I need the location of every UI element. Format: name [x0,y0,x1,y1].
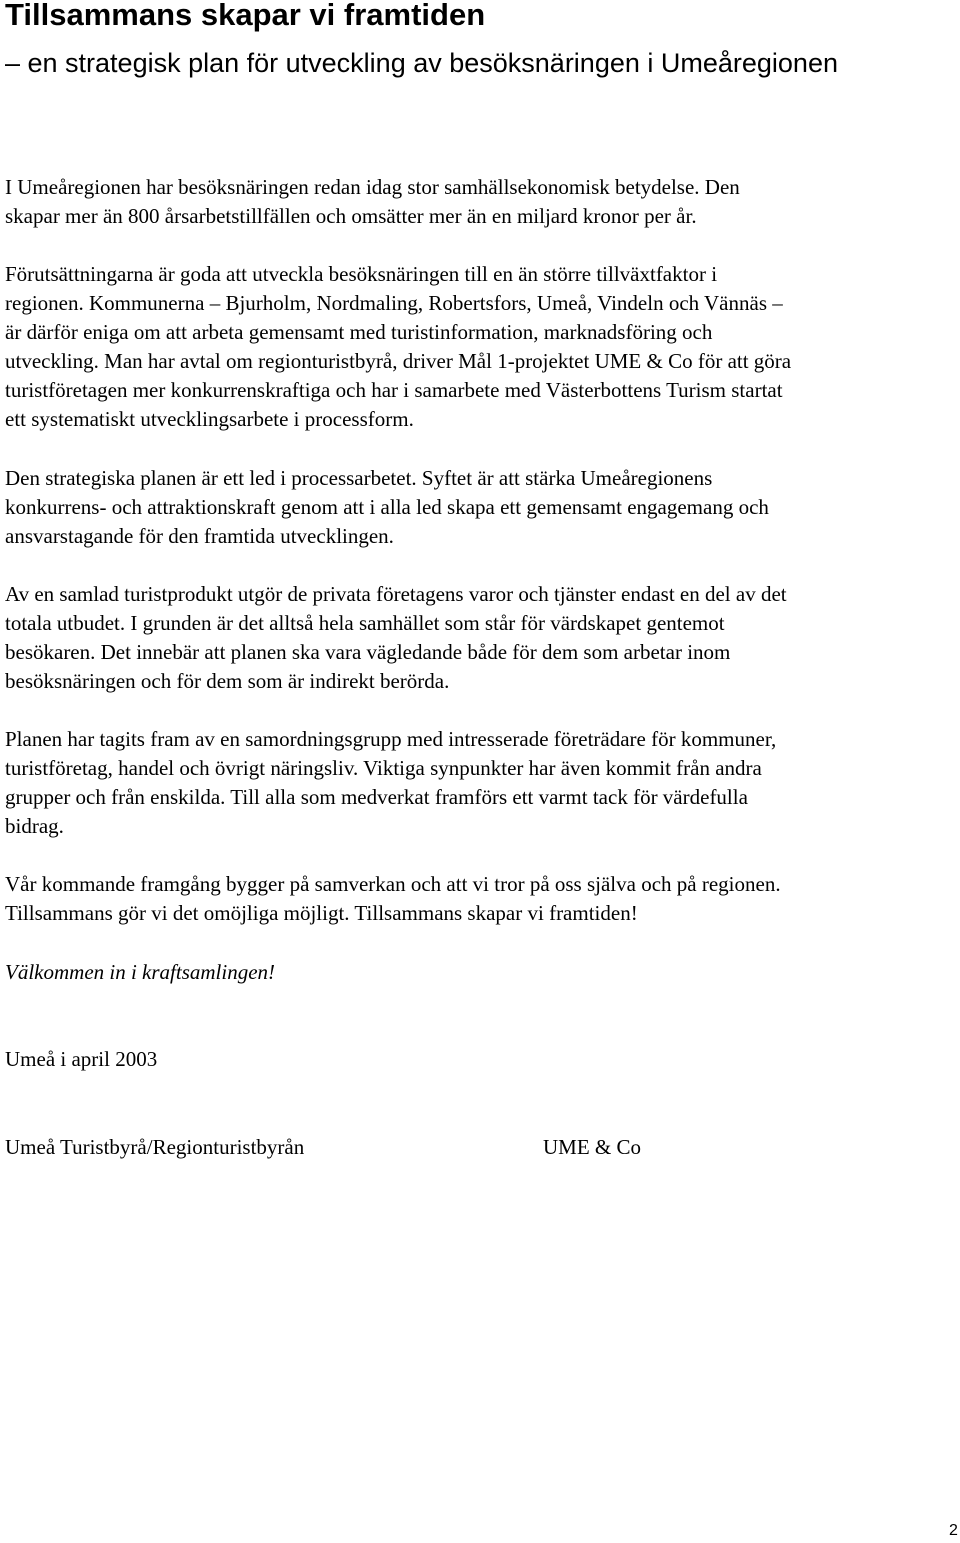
text-line: turistföretag, handel och övrigt näringsliv. Viktiga synpunkter har även kommit från andra [5,756,762,780]
paragraph-working-group [5,725,957,841]
text-line: besöksnäringen och för dem som är indirekt berörda. [5,669,450,693]
paragraph-tourist-product [5,580,957,696]
text-line: är därför eniga om att arbeta gemensamt med turistinformation, marknadsföring och [5,320,713,344]
dateline: Umeå i april 2003 [5,1047,158,1071]
text-line: besökaren. Det innebär att planen ska vara vägledande både för dem som arbetar inom [5,640,731,664]
text-line: regionen. Kommunerna – Bjurholm, Nordmaling, Robertsfors, Umeå, Vindeln och Vännäs – [5,291,783,315]
text-line: Den strategiska planen är ett led i processarbetet. Syftet är att stärka Umeåregionens [5,466,713,490]
text-line: utveckling. Man har avtal om regionturistbyrå, driver Mål 1-projektet UME & Co för att göra [5,349,792,373]
text-line: bidrag. [5,814,64,838]
text-line: Av en samlad turistprodukt utgör de privata företagens varor och tjänster endast en del av det [5,582,787,606]
closing-welcome: Välkommen in i kraftsamlingen! [5,960,276,984]
text-line: turistföretagen mer konkurrenskraftiga och har i samarbete med Västerbottens Turism startat [5,378,783,402]
paragraph-municipal-cooperation [5,260,957,434]
text-line: ett systematiskt utvecklingsarbete i processform. [5,407,414,431]
text-line: ansvarstagande för den framtida utvecklingen. [5,524,394,548]
text-line: Vår kommande framgång bygger på samverkan och att vi tror på oss själva och på regionen. [5,872,781,896]
text-line: konkurrens- och attraktionskraft genom att i alla led skapa ett gemensamt engagemang och [5,495,769,519]
paragraph-strategic-plan [5,464,957,551]
text-line: Förutsättningarna är goda att utveckla besöksnäringen till en än större tillväxtfaktor i [5,262,718,286]
paragraph-future-success [5,870,957,928]
document-title: Tillsammans skapar vi framtiden [5,0,486,32]
text-line: Planen har tagits fram av en samordningsgrupp med intresserade företrädare för kommuner, [5,727,777,751]
page-number: 2 [949,1522,958,1539]
text-line: totala utbudet. I grunden är det alltså hela samhället som står för värdskapet gentemot [5,611,725,635]
signature-left: Umeå Turistbyrå/Regionturistbyrån [5,1135,305,1159]
text-line: grupper och från enskilda. Till alla som medverkat framförs ett varmt tack för värdefulla [5,785,748,809]
signature-right: UME & Co [543,1135,642,1159]
text-line: Tillsammans gör vi det omöjliga möjligt. Tillsammans skapar vi framtiden! [5,901,638,925]
text-line: skapar mer än 800 årsarbetstillfällen och omsätter mer än en miljard kronor per år. [5,204,697,228]
paragraph-economic-significance [5,173,957,231]
text-line: I Umeåregionen har besöksnäringen redan idag stor samhällsekonomisk betydelse. Den [5,175,740,199]
document-subtitle: – en strategisk plan för utveckling av besöksnäringen i Umeåregionen [5,48,838,78]
